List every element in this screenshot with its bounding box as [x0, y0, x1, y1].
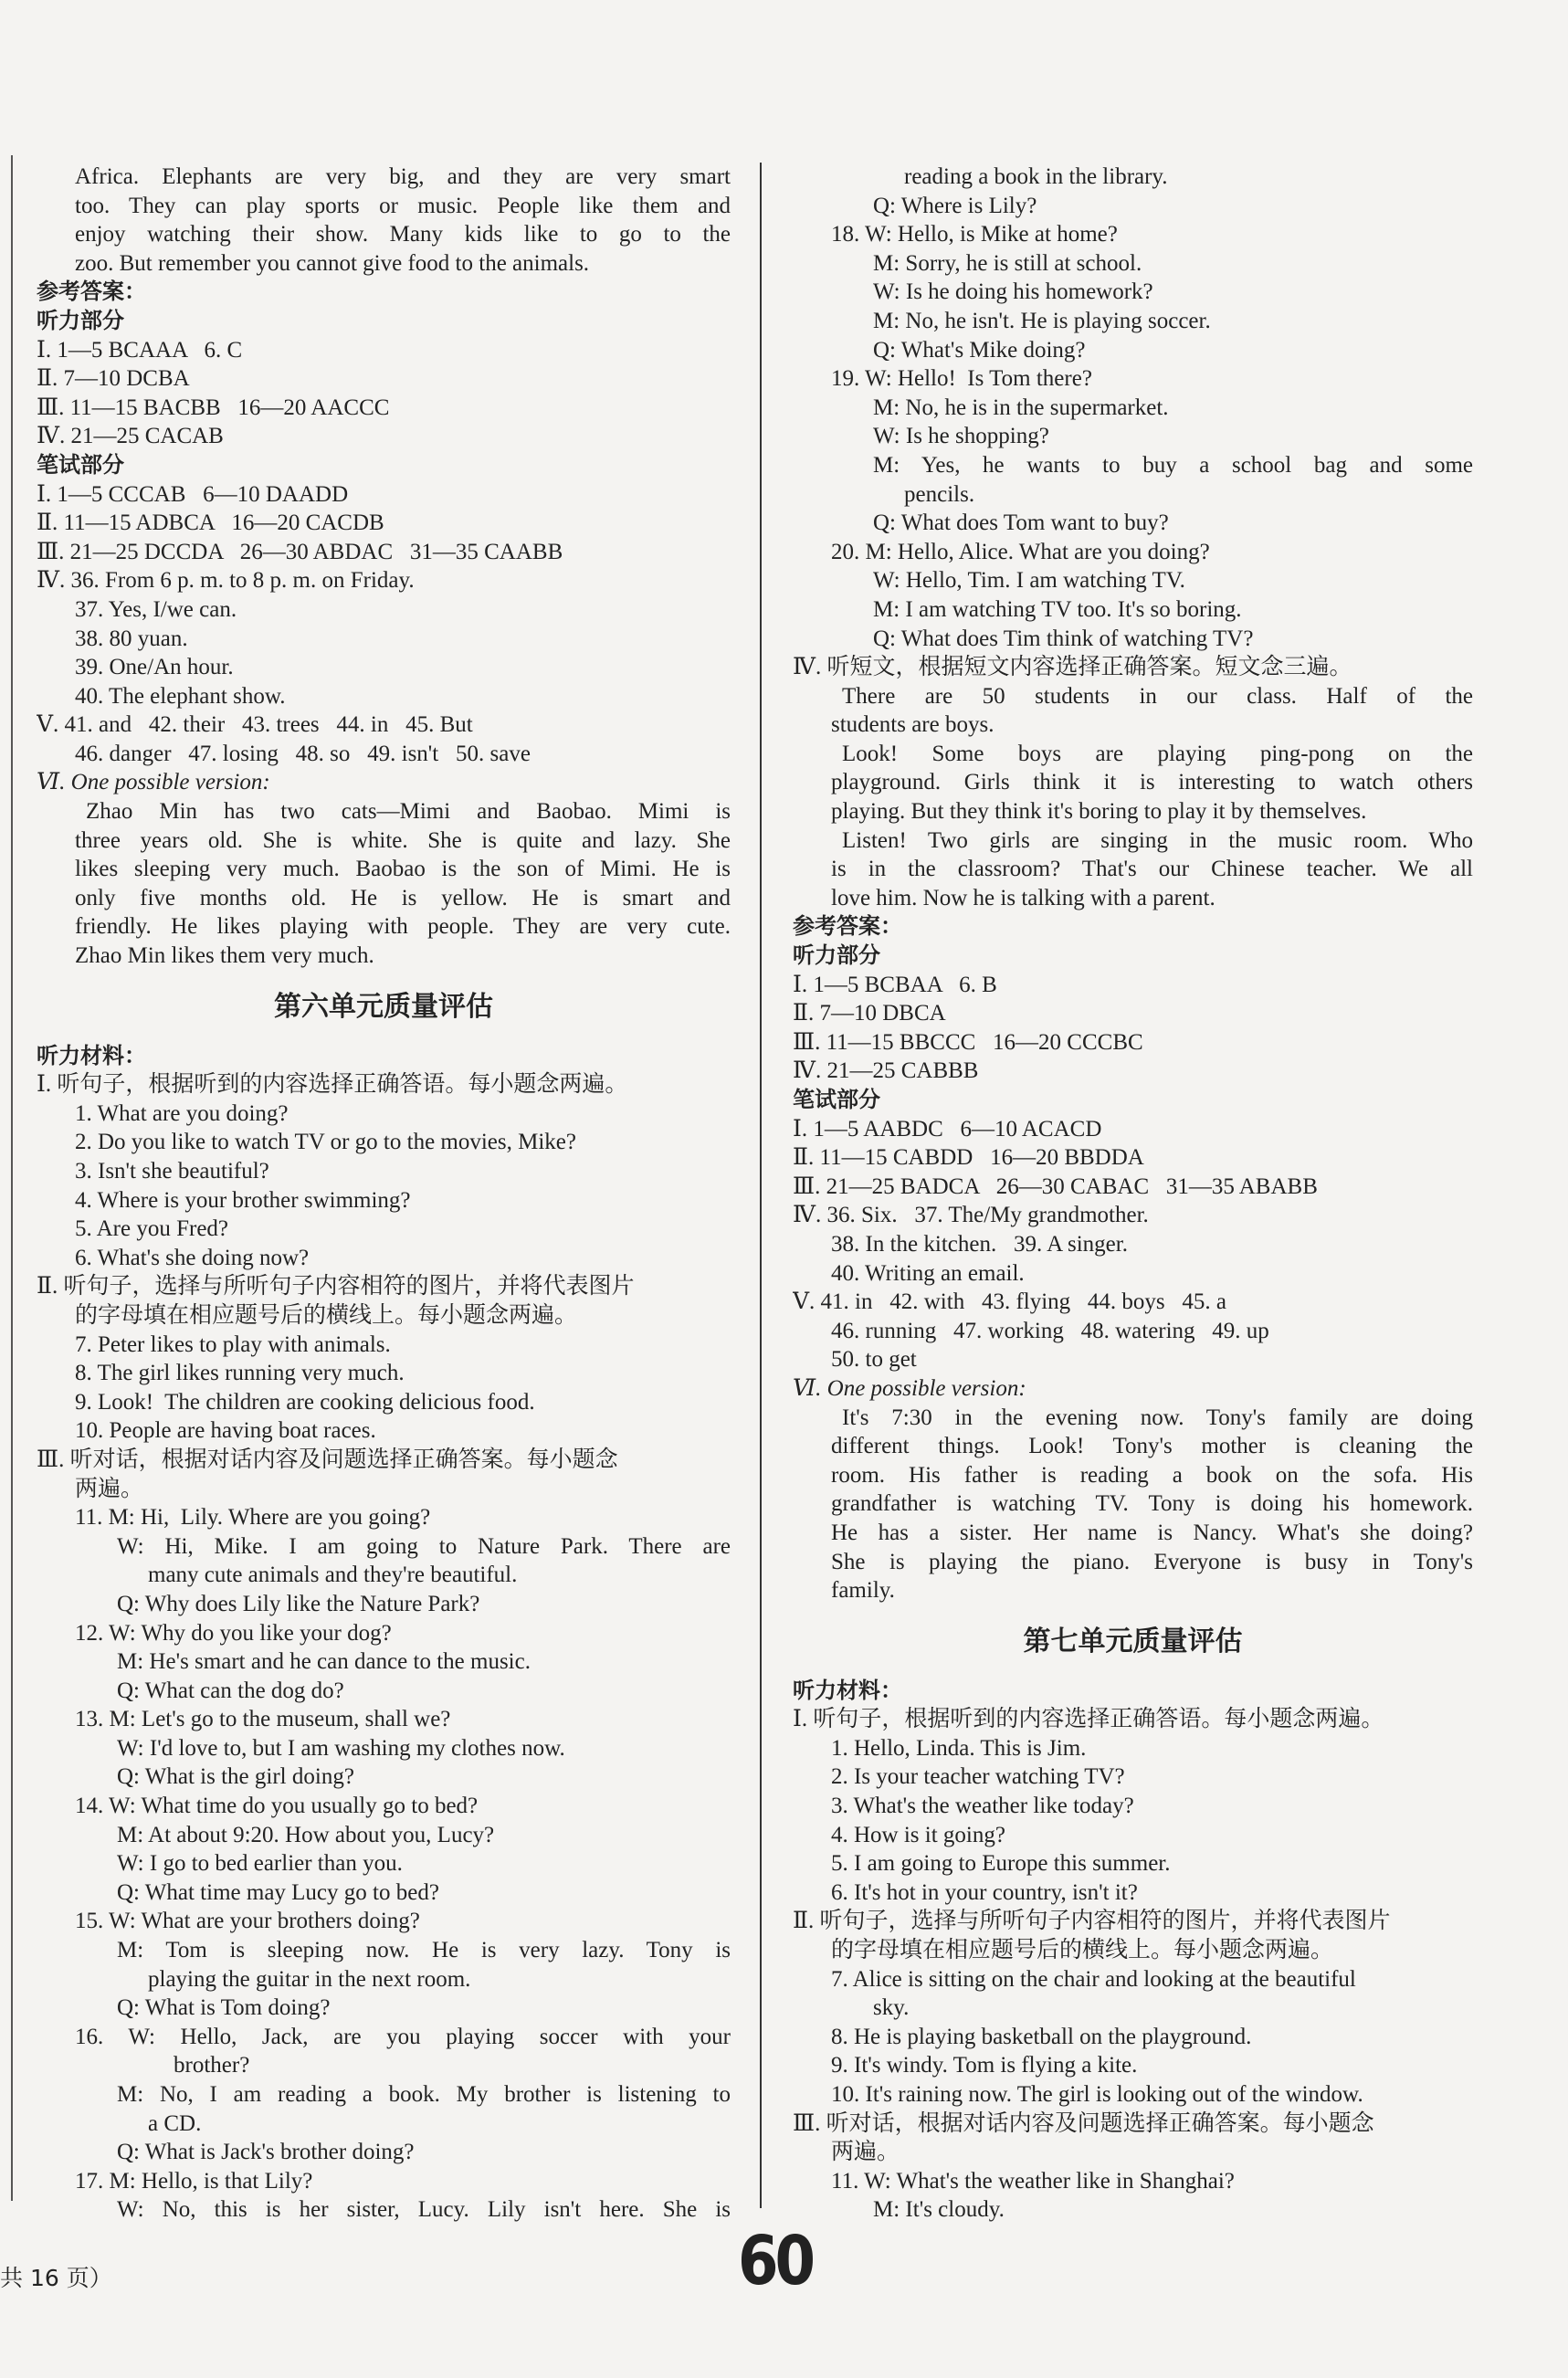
left-text-line: three years old. She is white. She is quite and lazy. She [75, 827, 731, 853]
left-text-line: Ⅰ. 1—5 CCCAB 6—10 DAADD [37, 481, 349, 507]
right-text-line: 6. It's hot in your country, isn't it? [831, 1879, 1138, 1905]
right-text-line: Ⅰ. 1—5 AABDC 6—10 ACACD [793, 1116, 1102, 1142]
right-text-line: 38. In the kitchen. 39. A singer. [831, 1231, 1128, 1257]
page-number: 60 [738, 2223, 813, 2301]
right-text-line: 46. running 47. working 48. watering 49. up [831, 1318, 1269, 1343]
right-text-line: Ⅳ. 听短文，根据短文内容选择正确答案。短文念三遍。 [793, 655, 1352, 680]
right-text-line: 7. Alice is sitting on the chair and looking at the beautiful [831, 1966, 1356, 1992]
right-text-line: W: Is he doing his homework? [873, 279, 1153, 305]
right-text-line: different things. Look! Tony's mother is cleaning the [831, 1434, 1473, 1459]
right-text-line: It's 7:30 in the evening now. Tony's family are doing [842, 1405, 1473, 1430]
left-text-line: W: No, this is her sister, Lucy. Lily isn't here. She is [117, 2197, 731, 2223]
right-column [793, 163, 1473, 2225]
right-text-line: reading a book in the library. [904, 164, 1168, 189]
left-text-line: 2. Do you like to watch TV or go to the movies, Mike? [75, 1130, 576, 1155]
left-text-line: 38. 80 yuan. [75, 626, 188, 651]
right-text-line: 笔试部分 [793, 1087, 880, 1112]
right-text-line: family. [831, 1578, 895, 1604]
right-text-line: Ⅰ. 1—5 BCBAA 6. B [793, 972, 997, 997]
right-text-line: 9. It's windy. Tom is flying a kite. [831, 2053, 1138, 2078]
left-text-line: 1. What are you doing? [75, 1100, 289, 1126]
right-text-line: Listen! Two girls are singing in the music room. Who [842, 827, 1473, 853]
right-text-line: M: No, he is in the supermarket. [873, 395, 1169, 420]
left-text-line: Ⅲ. 听对话，根据对话内容及问题选择正确答案。每小题念 [37, 1447, 618, 1472]
right-text-line: He has a sister. Her name is Nancy. What's she doing? [831, 1520, 1473, 1545]
right-text-line: M: No, he isn't. He is playing soccer. [873, 308, 1211, 333]
right-text-line: students are boys. [831, 712, 994, 738]
right-text-line: Ⅲ. 听对话，根据对话内容及问题选择正确答案。每小题念 [793, 2110, 1374, 2136]
left-text-line: 听力部分 [37, 307, 124, 333]
right-text-line: M: Yes, he wants to buy a school bag and some [873, 452, 1473, 478]
left-text-line: 16. W: Hello, Jack, are you playing soccer with your [75, 2024, 731, 2049]
right-text-line: love him. Now he is talking with a parent. [831, 885, 1215, 910]
right-text-line: 的字母填在相应题号后的横线上。每小题念两遍。 [831, 1938, 1334, 1963]
right-text-line: There are 50 students in our class. Half of the [842, 683, 1473, 709]
right-text-line: 19. W: Hello! Is Tom there? [831, 366, 1092, 392]
left-text-line: friendly. He likes playing with people. They are very cute. [75, 914, 731, 940]
right-text-line: 听力材料： [793, 1677, 902, 1703]
page-footer: 共 16 页） [0, 2265, 112, 2291]
right-text-line: 40. Writing an email. [831, 1260, 1025, 1286]
right-text-line: 8. He is playing basketball on the playground. [831, 2024, 1252, 2049]
left-text-line: only five months old. He is yellow. He is smart and [75, 885, 731, 910]
left-text-line: Ⅳ. 36. From 6 p. m. to 8 p. m. on Friday. [37, 568, 415, 594]
right-text-line: W: Hello, Tim. I am watching TV. [873, 568, 1185, 594]
column-divider [760, 163, 762, 2208]
right-text-line: is in the classroom? That's our Chinese teacher. We all [831, 857, 1473, 882]
left-text-line: Q: What time may Lucy go to bed? [117, 1879, 439, 1905]
right-text-line: sky. [873, 1995, 910, 2021]
left-text-line: Ⅱ. 听句子，选择与所听句子内容相符的图片，并将代表图片 [37, 1274, 635, 1299]
right-text-line: Ⅵ. One possible version: [793, 1375, 1026, 1401]
left-text-line: zoo. But remember you cannot give food to the animals. [75, 250, 590, 276]
right-text-line: Q: What does Tom want to buy? [873, 510, 1169, 536]
left-text-line: 6. What's she doing now? [75, 1245, 310, 1270]
left-text-line: 12. W: Why do you like your dog? [75, 1620, 392, 1646]
right-text-line: M: Sorry, he is still at school. [873, 250, 1142, 276]
right-text-line: 20. M: Hello, Alice. What are you doing? [831, 539, 1210, 564]
left-text-line: 11. M: Hi, Lily. Where are you going? [75, 1505, 431, 1531]
section-title: 第七单元质量评估 [1023, 1625, 1243, 1657]
left-text-line: M: Tom is sleeping now. He is very lazy. Tony is [117, 1938, 731, 1963]
left-text-line: Ⅲ. 21—25 DCCDA 26—30 ABDAC 31—35 CAABB [37, 539, 563, 564]
left-text-line: Ⅴ. 41. and 42. their 43. trees 44. in 45. But [37, 712, 473, 738]
left-text-line: 参考答案： [37, 279, 146, 305]
right-text-line: grandfather is watching TV. Tony is doing his homework. [831, 1491, 1473, 1517]
left-text-line: 14. W: What time do you usually go to bed? [75, 1794, 479, 1819]
left-text-line: Q: What is Jack's brother doing? [117, 2140, 415, 2165]
left-text-line: 39. One/An hour. [75, 655, 234, 680]
left-text-line: Ⅰ. 听句子，根据听到的内容选择正确答语。每小题念两遍。 [37, 1072, 628, 1098]
right-text-line: Ⅱ. 11—15 CABDD 16—20 BBDDA [793, 1145, 1144, 1171]
right-text-line: Ⅲ. 11—15 BBCCC 16—20 CCCBC [793, 1029, 1143, 1055]
left-text-line: Ⅱ. 7—10 DCBA [37, 366, 190, 392]
right-text-line: room. His father is reading a book on the sofa. His [831, 1462, 1473, 1488]
right-text-line: Ⅱ. 听句子，选择与所听句子内容相符的图片，并将代表图片 [793, 1909, 1391, 1934]
right-text-line: Q: What's Mike doing? [873, 337, 1086, 363]
right-text-line: W: Is he shopping? [873, 424, 1049, 449]
left-text-line: W: I'd love to, but I am washing my clothes now. [117, 1735, 565, 1761]
right-text-line: Q: Where is Lily? [873, 193, 1037, 218]
right-text-line: M: I am watching TV too. It's so boring. [873, 596, 1242, 622]
left-text-line: too. They can play sports or music. People like them and [75, 193, 731, 218]
left-text-line: 8. The girl likes running very much. [75, 1361, 405, 1386]
left-text-line: 15. W: What are your brothers doing? [75, 1909, 420, 1934]
left-text-line: 40. The elephant show. [75, 683, 286, 709]
left-text-line: 9. Look! The children are cooking delicious food. [75, 1389, 535, 1415]
left-text-line: 17. M: Hello, is that Lily? [75, 2168, 313, 2194]
left-text-line: Ⅱ. 11—15 ADBCA 16—20 CACDB [37, 510, 384, 536]
right-text-line: Ⅱ. 7—10 DBCA [793, 1001, 946, 1026]
right-text-line: 2. Is your teacher watching TV? [831, 1764, 1125, 1790]
right-text-line: pencils. [904, 481, 975, 507]
right-text-line: 参考答案： [793, 913, 902, 940]
left-text-line: 7. Peter likes to play with animals. [75, 1331, 391, 1357]
left-text-line: 两遍。 [75, 1476, 144, 1501]
left-text-line: 37. Yes, I/we can. [75, 596, 237, 622]
left-text-line: 笔试部分 [37, 451, 124, 478]
left-text-line: 4. Where is your brother swimming? [75, 1187, 411, 1213]
left-text-line: Ⅳ. 21—25 CACAB [37, 424, 224, 449]
right-text-line: She is playing the piano. Everyone is busy in Tony's [831, 1549, 1473, 1574]
right-text-line: Ⅴ. 41. in 42. with 43. flying 44. boys 45. a [793, 1289, 1226, 1315]
section-title: 第六单元质量评估 [274, 990, 493, 1023]
left-text-line: many cute animals and they're beautiful. [148, 1563, 518, 1588]
right-text-line: 10. It's raining now. The girl is looking out of the window. [831, 2082, 1363, 2107]
right-text-line: Ⅰ. 听句子，根据听到的内容选择正确答语。每小题念两遍。 [793, 1707, 1384, 1732]
left-text-line: enjoy watching their show. Many kids like to go to the [75, 222, 731, 247]
left-text-line: 的字母填在相应题号后的横线上。每小题念两遍。 [75, 1302, 578, 1328]
right-text-line: 4. How is it going? [831, 1822, 1005, 1847]
left-text-line: 3. Isn't she beautiful? [75, 1159, 269, 1184]
left-text-line: W: Hi, Mike. I am going to Nature Park. There are [117, 1533, 731, 1559]
right-text-line: Ⅳ. 36. Six. 37. The/My grandmother. [793, 1203, 1149, 1228]
left-text-line: brother? [174, 2053, 250, 2078]
left-text-line: Q: Why does Lily like the Nature Park? [117, 1591, 480, 1616]
left-text-line: M: No, I am reading a book. My brother is listening to [117, 2082, 731, 2107]
right-text-line: 1. Hello, Linda. This is Jim. [831, 1735, 1087, 1761]
right-text-line: 两遍。 [831, 2140, 900, 2165]
left-column [37, 163, 731, 2225]
left-text-line: W: I go to bed earlier than you. [117, 1851, 403, 1877]
right-text-line: Q: What does Tim think of watching TV? [873, 626, 1254, 651]
left-text-line: a CD. [148, 2110, 202, 2136]
left-text-line: 46. danger 47. losing 48. so 49. isn't 50. save [75, 741, 531, 766]
left-text-line: likes sleeping very much. Baobao is the son of Mimi. He is [75, 857, 731, 882]
right-text-line: 50. to get [831, 1347, 917, 1373]
left-text-line: Q: What can the dog do? [117, 1678, 344, 1703]
left-text-line: Ⅲ. 11—15 BACBB 16—20 AACCC [37, 395, 390, 420]
right-text-line: 5. I am going to Europe this summer. [831, 1851, 1171, 1877]
page-edge [11, 155, 13, 2201]
left-text-line: Africa. Elephants are very big, and they are very smart [75, 164, 731, 189]
right-text-line: Look! Some boys are playing ping-pong on the [842, 741, 1473, 766]
left-text-line: Ⅰ. 1—5 BCAAA 6. C [37, 337, 243, 363]
right-text-line: playground. Girls think it is interesting to watch others [831, 770, 1473, 795]
right-text-line: 18. W: Hello, is Mike at home? [831, 222, 1118, 247]
left-text-line: 听力材料： [37, 1042, 146, 1068]
left-text-line: Q: What is the girl doing? [117, 1764, 354, 1790]
left-text-line: Zhao Min has two cats—Mimi and Baobao. Mimi is [86, 799, 731, 825]
left-text-line: M: At about 9:20. How about you, Lucy? [117, 1822, 495, 1847]
left-text-line: M: He's smart and he can dance to the music. [117, 1649, 531, 1675]
left-text-line: playing the guitar in the next room. [148, 1966, 471, 1992]
left-text-line: 5. Are you Fred? [75, 1216, 229, 1242]
left-text-line: Q: What is Tom doing? [117, 1995, 331, 2021]
right-text-line: playing. But they think it's boring to play it by themselves. [831, 799, 1367, 825]
left-text-line: Ⅵ. One possible version: [37, 770, 270, 795]
right-text-line: 11. W: What's the weather like in Shanghai? [831, 2168, 1235, 2194]
right-text-line: 听力部分 [793, 942, 880, 969]
right-text-line: 3. What's the weather like today? [831, 1794, 1134, 1819]
left-text-line: 10. People are having boat races. [75, 1418, 376, 1444]
left-text-line: Zhao Min likes them very much. [75, 943, 374, 969]
left-text-line: 13. M: Let's go to the museum, shall we? [75, 1707, 451, 1732]
right-text-line: M: It's cloudy. [873, 2197, 1005, 2223]
right-text-line: Ⅳ. 21—25 CABBB [793, 1058, 979, 1084]
right-text-line: Ⅲ. 21—25 BADCA 26—30 CABAC 31—35 ABABB [793, 1173, 1318, 1199]
